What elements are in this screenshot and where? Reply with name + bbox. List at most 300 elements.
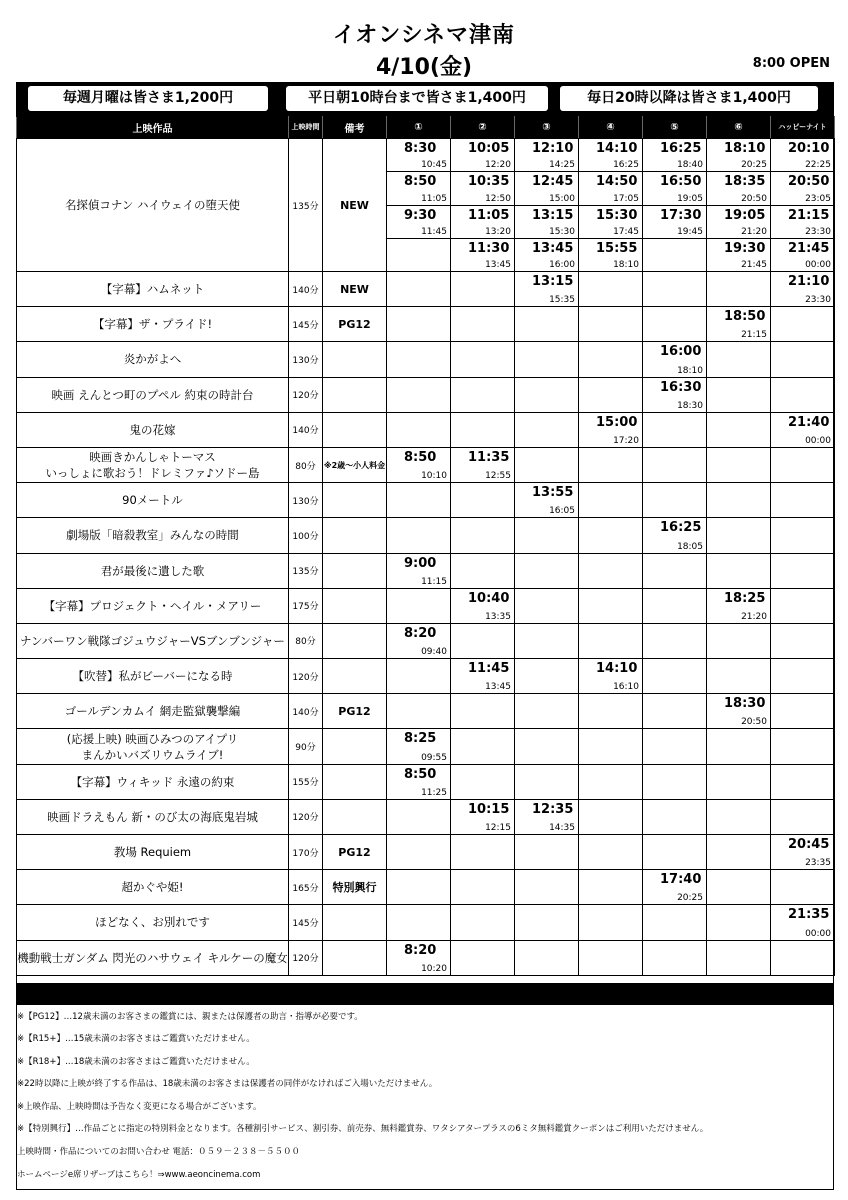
empty-cell: [515, 940, 579, 975]
empty-cell: [771, 377, 835, 412]
contact-phone: 上映時間・作品についてのお問い合わせ 電話：０５９－２３８－５５００: [17, 1147, 301, 1157]
showtime-cell[interactable]: [771, 905, 835, 940]
schedule-row: [17, 905, 835, 940]
end-time: 18:40: [677, 160, 703, 171]
schedule-row: [17, 623, 835, 658]
movie-duration: 145分: [289, 905, 323, 940]
empty-cell: [579, 342, 643, 377]
empty-cell: [643, 659, 707, 694]
empty-cell: [579, 835, 643, 870]
start-time: 9:30: [404, 207, 437, 223]
empty-cell: [643, 412, 707, 447]
empty-cell: [707, 272, 771, 307]
empty-cell: [451, 377, 515, 412]
empty-cell: [515, 764, 579, 799]
end-time: 17:05: [613, 193, 639, 204]
promo-night: 毎日20時以降は皆さま1,400円: [560, 86, 818, 111]
empty-cell: [707, 447, 771, 482]
movie-title: [17, 553, 289, 588]
start-time: 14:10: [596, 141, 638, 156]
start-time: 8:50: [404, 766, 437, 782]
empty-cell: [771, 307, 835, 342]
end-time: 13:45: [485, 682, 511, 693]
end-time: 13:45: [485, 260, 511, 270]
showtime-cell[interactable]: [451, 172, 515, 205]
empty-cell: [707, 940, 771, 975]
showtime-cell[interactable]: [451, 139, 515, 172]
start-time: 8:25: [404, 731, 437, 747]
showtime-cell[interactable]: [387, 623, 451, 658]
end-time: 21:20: [741, 611, 767, 622]
empty-cell: [643, 272, 707, 307]
start-time: 11:35: [468, 449, 510, 465]
schedule-row: [17, 870, 835, 905]
start-time: 8:20: [404, 625, 437, 641]
showtime-cell[interactable]: [579, 238, 643, 271]
empty-cell: [579, 623, 643, 658]
showtime-cell[interactable]: [579, 205, 643, 238]
empty-cell: [643, 553, 707, 588]
showtime-cell[interactable]: [707, 694, 771, 729]
movie-duration: 140分: [289, 694, 323, 729]
showtime-cell[interactable]: [515, 799, 579, 834]
empty-cell: [771, 553, 835, 588]
movie-title-line: ゴールデンカムイ 網走監獄襲撃編: [64, 704, 241, 719]
movie-title-line: 機動戦士ガンダム 閃光のハサウェイ キルケーの魔女: [17, 950, 288, 965]
empty-cell: [643, 764, 707, 799]
movie-note: PG12: [323, 694, 387, 729]
end-time: 16:05: [549, 506, 575, 517]
empty-cell: [451, 518, 515, 553]
end-time: 21:20: [741, 226, 767, 237]
movie-title-line: 君が最後に遺した歌: [100, 563, 205, 578]
empty-cell: [771, 518, 835, 553]
end-time: 18:05: [677, 541, 703, 552]
end-time: 16:25: [613, 160, 639, 171]
showtime-cell[interactable]: [771, 172, 835, 205]
col-header-happy-night: ハッピーナイト: [771, 117, 835, 139]
empty-cell: [515, 623, 579, 658]
col-header-screen-3: ③: [515, 117, 579, 139]
showtime-cell[interactable]: [387, 553, 451, 588]
start-time: 21:45: [788, 240, 830, 256]
end-time: 18:30: [677, 400, 703, 411]
note-r15: ※【R15+】…15歳未満のお客さまはご鑑賞いただけません。: [17, 1034, 255, 1044]
movie-title-line: 【字幕】ザ・プライド!: [92, 317, 213, 332]
col-header-screen-5: ⑤: [643, 117, 707, 139]
movie-title: [17, 694, 289, 729]
empty-cell: [643, 447, 707, 482]
col-header-screen-2: ②: [451, 117, 515, 139]
movie-note: [323, 342, 387, 377]
showtime-cell[interactable]: [515, 172, 579, 205]
end-time: 16:00: [549, 260, 575, 270]
end-time: 00:00: [805, 928, 831, 939]
movie-duration: 120分: [289, 659, 323, 694]
start-time: 20:45: [788, 837, 830, 852]
movie-title: [17, 870, 289, 905]
showtime-cell[interactable]: [579, 659, 643, 694]
movie-note: [323, 940, 387, 975]
showtime-cell[interactable]: [643, 518, 707, 553]
col-header-movie: 上映作品: [17, 117, 289, 139]
empty-cell: [515, 447, 579, 482]
empty-cell: [707, 729, 771, 764]
empty-cell: [451, 342, 515, 377]
schedule-row: [17, 272, 835, 307]
movie-note: [323, 553, 387, 588]
showtime-cell[interactable]: [771, 272, 835, 307]
empty-cell: [707, 483, 771, 518]
movie-duration: 140分: [289, 272, 323, 307]
schedule-row: [17, 588, 835, 623]
movie-note: ※2歳～小人料金: [323, 447, 387, 482]
end-time: 10:20: [421, 963, 447, 974]
start-time: 14:50: [596, 174, 638, 190]
schedule-row: [17, 835, 835, 870]
end-time: 21:15: [741, 330, 767, 341]
movie-duration: 100分: [289, 518, 323, 553]
start-time: 21:40: [788, 414, 830, 430]
end-time: 18:10: [677, 365, 703, 376]
showtime-cell[interactable]: [579, 172, 643, 205]
movie-title: [17, 483, 289, 518]
empty-cell: [515, 659, 579, 694]
empty-cell: [771, 940, 835, 975]
movie-title: [17, 139, 289, 272]
end-time: 21:45: [741, 260, 767, 270]
empty-cell: [579, 272, 643, 307]
end-time: 19:45: [677, 226, 703, 237]
schedule-row: [17, 307, 835, 342]
empty-cell: [707, 835, 771, 870]
showtime-cell[interactable]: [643, 172, 707, 205]
empty-cell: [387, 518, 451, 553]
showtime-cell[interactable]: [387, 940, 451, 975]
empty-cell: [515, 870, 579, 905]
empty-cell: [387, 835, 451, 870]
empty-cell: [707, 870, 771, 905]
end-time: 00:00: [805, 260, 831, 270]
empty-cell: [387, 694, 451, 729]
movie-title: [17, 342, 289, 377]
movie-title: [17, 835, 289, 870]
movie-title: [17, 518, 289, 553]
movie-note: [323, 518, 387, 553]
open-time: 8:00 OPEN: [752, 56, 830, 71]
end-time: 10:10: [421, 471, 447, 482]
start-time: 19:05: [724, 207, 766, 223]
empty-cell: [771, 694, 835, 729]
start-time: 18:25: [724, 590, 766, 606]
movie-duration: 155分: [289, 764, 323, 799]
start-time: 21:10: [788, 274, 830, 289]
movie-note: PG12: [323, 835, 387, 870]
empty-cell: [707, 377, 771, 412]
movie-title: [17, 307, 289, 342]
showtime-cell[interactable]: [643, 870, 707, 905]
empty-cell: [771, 447, 835, 482]
start-time: 8:30: [404, 141, 437, 156]
showtime-cell[interactable]: [643, 205, 707, 238]
empty-cell: [451, 412, 515, 447]
showtime-cell[interactable]: [451, 238, 515, 271]
empty-cell: [771, 623, 835, 658]
empty-cell: [451, 940, 515, 975]
end-time: 23:05: [805, 193, 831, 204]
movie-title-line: 【吹替】私がビーバーになる時: [72, 669, 233, 684]
movie-title: [17, 412, 289, 447]
showtime-cell[interactable]: [515, 139, 579, 172]
start-time: 17:30: [660, 207, 702, 223]
movie-title-line: まんかいバズリウムライブ!: [81, 747, 224, 762]
empty-cell: [515, 729, 579, 764]
movie-title: [17, 272, 289, 307]
schedule-row: [17, 729, 835, 764]
start-time: 11:30: [468, 240, 510, 256]
empty-cell: [451, 483, 515, 518]
end-time: 17:45: [613, 226, 639, 237]
schedule-row: [17, 799, 835, 834]
start-time: 18:35: [724, 174, 766, 190]
start-time: 10:15: [468, 801, 510, 817]
showtime-cell[interactable]: [515, 483, 579, 518]
end-time: 16:10: [613, 682, 639, 693]
movie-note: 特別興行: [323, 870, 387, 905]
movie-title-line: 映画 えんとつ町のプペル 約束の時計台: [51, 387, 254, 402]
empty-cell: [707, 553, 771, 588]
end-time: 12:50: [485, 193, 511, 204]
movie-title: [17, 623, 289, 658]
empty-cell: [515, 694, 579, 729]
movie-note: [323, 799, 387, 834]
showtime-cell[interactable]: [771, 205, 835, 238]
showtime-cell[interactable]: [771, 835, 835, 870]
showtime-cell[interactable]: [387, 205, 451, 238]
empty-cell: [451, 764, 515, 799]
end-time: 15:35: [549, 295, 575, 306]
movie-note: [323, 623, 387, 658]
movie-title: [17, 588, 289, 623]
empty-cell: [579, 447, 643, 482]
empty-cell: [707, 764, 771, 799]
empty-cell: [643, 307, 707, 342]
movie-duration: 120分: [289, 940, 323, 975]
start-time: 18:50: [724, 309, 766, 325]
movie-duration: 120分: [289, 799, 323, 834]
showtime-cell[interactable]: [643, 139, 707, 172]
movie-note: [323, 588, 387, 623]
empty-cell: [771, 659, 835, 694]
movie-note: PG12: [323, 307, 387, 342]
schedule-row: [17, 412, 835, 447]
movie-title: [17, 729, 289, 764]
empty-cell: [643, 940, 707, 975]
empty-cell: [451, 694, 515, 729]
empty-cell: [643, 799, 707, 834]
empty-cell: [771, 483, 835, 518]
empty-cell: [387, 588, 451, 623]
schedule-row: [17, 553, 835, 588]
empty-cell: [707, 623, 771, 658]
showtime-cell[interactable]: [451, 799, 515, 834]
empty-cell: [771, 764, 835, 799]
showtime-cell[interactable]: [515, 272, 579, 307]
start-time: 13:45: [532, 240, 574, 256]
start-time: 15:30: [596, 207, 638, 223]
empty-cell: [515, 553, 579, 588]
movie-duration: 90分: [289, 729, 323, 764]
movie-note: [323, 729, 387, 764]
schedule-row: [17, 694, 835, 729]
schedule-row: [17, 139, 835, 172]
theater-name: イオンシネマ津南: [332, 23, 516, 48]
movie-title: [17, 905, 289, 940]
start-time: 8:20: [404, 942, 437, 958]
showtime-cell[interactable]: [451, 588, 515, 623]
empty-cell: [643, 623, 707, 658]
empty-cell: [387, 342, 451, 377]
showtime-cell[interactable]: [771, 139, 835, 172]
start-time: 17:40: [660, 872, 702, 888]
end-time: 12:15: [485, 823, 511, 833]
showtime-cell[interactable]: [707, 307, 771, 342]
start-time: 16:50: [660, 174, 702, 190]
showtime-cell[interactable]: [387, 764, 451, 799]
end-time: 17:20: [613, 435, 639, 446]
schedule-row: [17, 764, 835, 799]
movie-title: [17, 447, 289, 482]
showtime-cell[interactable]: [643, 342, 707, 377]
movie-title-line: 鬼の花嫁: [129, 422, 176, 437]
movie-title-line: いっしょに歌おう！ドレミファ♪ソドー島: [45, 466, 260, 481]
start-time: 20:10: [788, 141, 830, 156]
start-time: 20:50: [788, 174, 830, 190]
empty-cell: [515, 342, 579, 377]
empty-cell: [579, 905, 643, 940]
empty-cell: [771, 729, 835, 764]
promo-morning: 平日朝10時台まで皆さま1,400円: [286, 86, 548, 111]
end-time: 15:30: [549, 226, 575, 237]
empty-cell: [579, 377, 643, 412]
end-time: 11:05: [421, 193, 447, 204]
footer-bar: [17, 983, 833, 1005]
start-time: 12:45: [532, 174, 574, 190]
empty-cell: [579, 940, 643, 975]
showtime-cell[interactable]: [771, 238, 835, 271]
empty-cell: [643, 905, 707, 940]
showtime-cell[interactable]: [707, 205, 771, 238]
empty-cell: [707, 905, 771, 940]
showtime-cell[interactable]: [771, 412, 835, 447]
start-time: 21:15: [788, 207, 830, 223]
empty-cell: [643, 694, 707, 729]
movie-note: [323, 764, 387, 799]
end-time: 23:35: [805, 858, 831, 869]
showtime-cell[interactable]: [387, 172, 451, 205]
showtime-cell[interactable]: [451, 447, 515, 482]
start-time: 12:10: [532, 141, 574, 156]
start-time: 15:55: [596, 240, 638, 256]
col-header-duration: 上映時間: [289, 117, 323, 139]
start-time: 16:25: [660, 141, 702, 156]
movie-duration: 130分: [289, 342, 323, 377]
end-time: 13:35: [485, 611, 511, 622]
showtime-cell[interactable]: [707, 238, 771, 271]
start-time: 8:50: [404, 174, 437, 190]
schedule-row: [17, 518, 835, 553]
showtime-cell[interactable]: [515, 238, 579, 271]
end-time: 12:20: [485, 160, 511, 171]
schedule-row: [17, 940, 835, 975]
movie-title: [17, 377, 289, 412]
movie-duration: 175分: [289, 588, 323, 623]
showtime-cell[interactable]: [451, 659, 515, 694]
end-time: 19:05: [677, 193, 703, 204]
schedule-row: [17, 447, 835, 482]
end-time: 22:25: [805, 160, 831, 171]
empty-cell: [707, 799, 771, 834]
empty-cell: [387, 659, 451, 694]
website-link[interactable]: ホームページe席リザーブはこちら！⇒www.aeoncinema.com: [17, 1170, 261, 1180]
showtime-cell[interactable]: [579, 412, 643, 447]
showtime-cell[interactable]: [387, 729, 451, 764]
movie-title: [17, 764, 289, 799]
movie-title-line: 劇場版「暗殺教室」みんなの時間: [66, 528, 239, 543]
empty-cell: [515, 835, 579, 870]
empty-cell: [579, 307, 643, 342]
movie-duration: 135分: [289, 139, 323, 272]
end-time: 11:45: [421, 226, 447, 237]
showtime-cell[interactable]: [643, 377, 707, 412]
showtime-cell[interactable]: [707, 172, 771, 205]
movie-title-line: 映画ドラえもん 新・のび太の海底鬼岩城: [47, 809, 258, 824]
promo-monday: 毎週月曜は皆さま1,200円: [28, 86, 268, 111]
showtime-cell[interactable]: [707, 139, 771, 172]
empty-cell: [643, 729, 707, 764]
showtime-cell[interactable]: [515, 205, 579, 238]
start-time: 13:15: [532, 274, 574, 289]
empty-cell: [579, 764, 643, 799]
empty-cell: [387, 238, 451, 271]
empty-cell: [579, 799, 643, 834]
empty-cell: [451, 729, 515, 764]
start-time: 11:45: [468, 661, 510, 677]
start-time: 15:00: [596, 414, 638, 430]
showtime-cell[interactable]: [387, 139, 451, 172]
start-time: 18:30: [724, 696, 766, 712]
showtime-cell[interactable]: [579, 139, 643, 172]
start-time: 10:35: [468, 174, 510, 190]
movie-duration: 80分: [289, 447, 323, 482]
movie-note: [323, 659, 387, 694]
empty-cell: [451, 553, 515, 588]
movie-title-line: ほどなく、お別れです: [95, 915, 210, 930]
empty-cell: [707, 342, 771, 377]
movie-title-line: 名探偵コナン ハイウェイの堕天使: [64, 198, 241, 212]
movie-title-line: 炎かがよへ: [123, 352, 182, 367]
empty-cell: [643, 483, 707, 518]
showtime-cell[interactable]: [387, 447, 451, 482]
empty-cell: [771, 588, 835, 623]
note-late-show: ※22時以降に上映が終了する作品は、18歳未満のお客さまは保護者の同伴がなければご入場いただけません。: [17, 1079, 438, 1089]
note-change: ※上映作品、上映時間は予告なく変更になる場合がございます。: [17, 1102, 262, 1112]
empty-cell: [451, 905, 515, 940]
start-time: 9:00: [404, 555, 437, 571]
col-header-note: 備考: [323, 117, 387, 139]
showtime-cell[interactable]: [451, 205, 515, 238]
showtime-cell[interactable]: [707, 588, 771, 623]
